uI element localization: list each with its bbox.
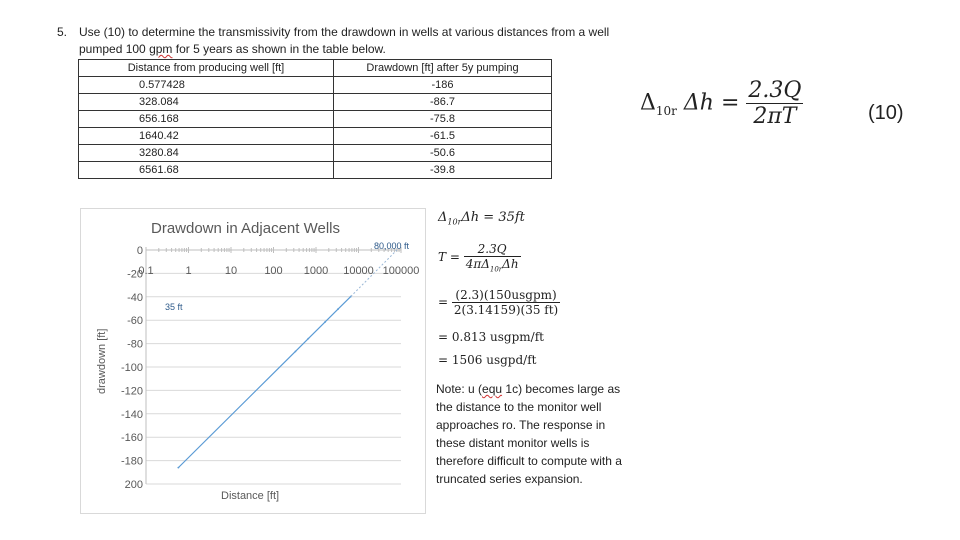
- solution-t-numerator: 2.3Q: [464, 242, 521, 257]
- table-row: [79, 94, 552, 111]
- question-text: [79, 24, 629, 58]
- table-row: [79, 77, 552, 94]
- table-cell-drawdown: -186: [334, 77, 552, 94]
- chart-y-tick-label: -60: [127, 315, 143, 328]
- equation-number: (10): [868, 102, 904, 124]
- question-text-after: for 5 years as shown in the table below.: [175, 42, 386, 56]
- formula-subscript: 10r: [655, 103, 677, 118]
- table-row: [79, 162, 552, 179]
- table-cell-drawdown: -61.5: [334, 128, 552, 145]
- note-post: 1c) becomes large as the distance to the monitor well approaches ro. The response in these distant monitor wells is therefore difficult to compute with a truncated series expansion.: [436, 382, 622, 486]
- question-gpm: gpm: [149, 42, 173, 56]
- chart-y-tick-label: -140: [120, 408, 143, 421]
- chart-gridlines: [146, 247, 401, 484]
- drawdown-table: [78, 59, 552, 179]
- table-cell-distance: 3280.84: [79, 145, 334, 162]
- question-number: 5.: [57, 25, 68, 39]
- chart-y-tick-label: -120: [120, 385, 143, 398]
- table-cell-distance: 6561.68: [79, 162, 334, 179]
- chart-y-tick-label: -80: [127, 338, 143, 351]
- formula-numerator: 2.3Q: [748, 78, 802, 103]
- chart-y-tick-label: 0: [136, 245, 143, 257]
- chart-series: [177, 250, 396, 469]
- solution-delta: Δ: [438, 210, 448, 225]
- solution-sub-denominator: 2(3.14159)(35 ft): [453, 303, 559, 317]
- chart-x-axis-label: Distance [ft]: [221, 490, 280, 502]
- table-row: [79, 111, 552, 128]
- solution-result-gpm: = 0.813 usgpm/ft: [438, 330, 544, 344]
- solution-substitution: [438, 288, 560, 317]
- formula-delta: Δ: [640, 90, 656, 116]
- chart-data-point: [295, 351, 297, 353]
- table-cell-distance: 656.168: [79, 111, 334, 128]
- chart-x-tick-label: 1: [185, 265, 192, 277]
- chart-y-tick-label: -160: [120, 432, 143, 445]
- chart-y-tick-label: -100: [120, 362, 143, 374]
- solution-t-den-sub: 10r: [489, 265, 503, 274]
- solution-t-lhs: T =: [438, 250, 460, 265]
- formula-lhs: Δh =: [683, 90, 740, 116]
- table-cell-drawdown: -39.8: [334, 162, 552, 179]
- chart-data-point: [324, 321, 326, 323]
- annotation-80000ft: 80,000 ft: [374, 241, 410, 251]
- chart-x-tick-label: 0.1: [138, 265, 154, 277]
- table-cell-drawdown: -75.8: [334, 111, 552, 128]
- chart-x-tick-label: 100: [264, 265, 283, 277]
- chart-y-tick-label: -40: [127, 291, 143, 304]
- table-row: [79, 145, 552, 162]
- table-cell-distance: 1640.42: [79, 128, 334, 145]
- chart-x-tick-label: 100000: [382, 265, 420, 277]
- table-cell-distance: 328.084: [79, 94, 334, 111]
- chart-y-tick-label: -180: [120, 455, 143, 468]
- solution-t-formula: [438, 242, 521, 273]
- solution-t-den-pre: 4πΔ: [465, 257, 490, 271]
- table-row: [79, 128, 552, 145]
- solution-t-den-post: Δh: [502, 257, 519, 271]
- solution-t-fraction: [464, 242, 521, 273]
- note-equ: equ: [482, 382, 503, 396]
- drawdown-chart: [80, 208, 426, 514]
- annotation-35ft: 35 ft: [165, 302, 183, 312]
- chart-x-tick-label: 10000: [343, 265, 374, 277]
- solution-result-gpd: = 1506 usgpd/ft: [438, 353, 537, 367]
- chart-title: Drawdown in Adjacent Wells: [151, 220, 340, 237]
- chart-data-point: [177, 467, 179, 469]
- table-header-drawdown: Drawdown [ft] after 5y pumping: [334, 60, 552, 77]
- chart-y-axis-label: drawdown [ft]: [96, 328, 108, 394]
- table-cell-drawdown: -50.6: [334, 145, 552, 162]
- chart-x-tick-label: 1000: [303, 265, 329, 277]
- chart-data-point: [337, 308, 339, 310]
- chart-y-tick-label: -20: [127, 268, 143, 281]
- solution-delta-line: [438, 210, 525, 227]
- table-header-row: [79, 60, 552, 77]
- note: [436, 380, 626, 488]
- chart-tick-labels: [121, 245, 419, 491]
- chart-y-tick-label: 200: [124, 479, 143, 491]
- chart-svg: [81, 209, 425, 513]
- chart-x-tick-label: 10: [224, 265, 238, 277]
- table-header-distance: Distance from producing well [ft]: [79, 60, 334, 77]
- formula-denominator: 2πT: [753, 104, 797, 129]
- chart-data-point: [307, 338, 309, 340]
- solution-sub-numerator: (2.3)(150usgpm): [452, 288, 560, 303]
- table-cell-distance: 0.577428: [79, 77, 334, 94]
- solution-t-denominator: [464, 257, 521, 273]
- formula-fraction: [746, 78, 803, 129]
- solution-eq-sign: =: [438, 295, 449, 309]
- main-formula: [640, 78, 803, 129]
- solution-delta-rest: Δh = 35ft: [461, 210, 525, 225]
- solution-delta-sub: 10r: [447, 217, 462, 227]
- solution-sub-fraction: [452, 288, 560, 317]
- question-text-before: Use (10) to determine the transmissivity from the drawdown in wells at various distances from a well pumped 100: [79, 25, 610, 56]
- note-pre: Note: u (: [436, 382, 483, 396]
- table-cell-drawdown: -86.7: [334, 94, 552, 111]
